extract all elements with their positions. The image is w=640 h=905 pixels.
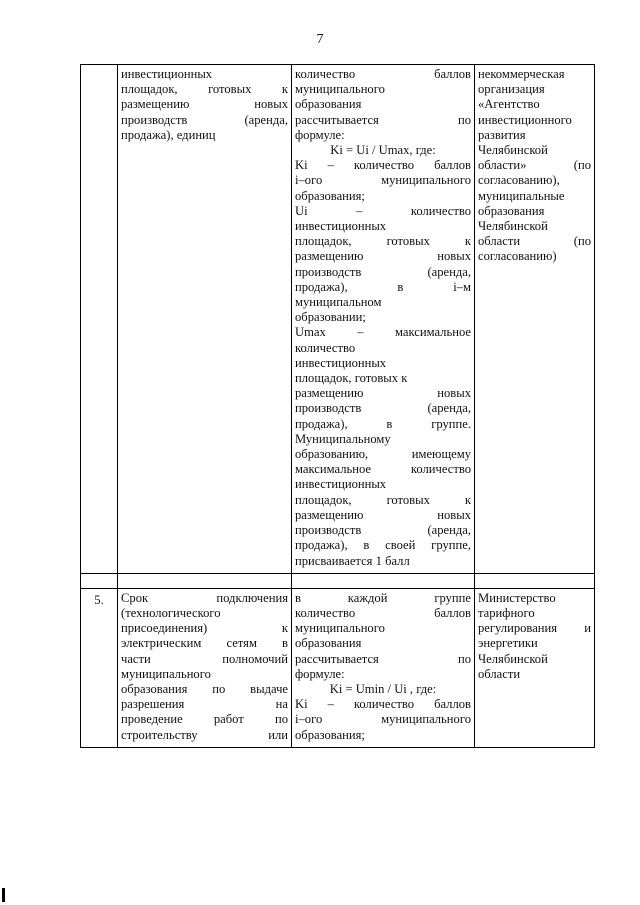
indicator-cell <box>118 65 292 574</box>
cell-text-line: i–ого муниципального <box>295 712 471 727</box>
cell-text-line: муниципальные <box>478 188 565 203</box>
method-cell <box>292 65 475 574</box>
cell-text-line: производств (аренда, <box>295 523 471 538</box>
cell-text-line: электрическим сетям в <box>121 636 288 651</box>
cell-text-line: области (по <box>478 234 591 249</box>
cell-text-line: Челябинской <box>478 143 548 158</box>
cell-text-line: образования; <box>295 727 365 742</box>
scan-mark <box>2 888 5 902</box>
cell-text-line: организация <box>478 82 545 97</box>
cell-text-line: максимальное количество <box>295 462 471 477</box>
cell-text-line: количество баллов <box>295 67 471 81</box>
cell-text-line: производств (аренда, <box>121 112 288 127</box>
cell-text-line: некоммерческая <box>478 67 565 81</box>
cell-text-line: производств (аренда, <box>295 264 471 279</box>
cell-text-line: Челябинской <box>478 651 548 666</box>
cell-text-line: формуле: <box>295 666 345 681</box>
cell-text-line: энергетики <box>478 636 538 651</box>
cell-text-line: в каждой группе <box>295 590 471 605</box>
cell-text-line: образованию, имеющему <box>295 447 471 462</box>
cell-text-line: части полномочий <box>121 651 288 666</box>
cell-text-line: Ki – количество баллов <box>295 158 471 173</box>
cell-text-line: продажа), единиц <box>121 127 216 142</box>
cell-text-line: образовании; <box>295 310 366 325</box>
cell-text-line: Срок подключения <box>121 590 288 605</box>
cell-text-line: размещению новых <box>295 249 471 264</box>
cell-text-line: размещению новых <box>295 386 471 401</box>
cell-text-line: образования по выдаче <box>121 681 288 696</box>
cell-text-line: количество баллов <box>295 605 471 620</box>
criteria-table <box>80 64 595 748</box>
cell-text-line: регулирования и <box>478 621 591 636</box>
cell-text-line: рассчитывается по <box>295 112 471 127</box>
method-cell <box>292 588 475 747</box>
cell-text-line: тарифного <box>478 605 535 620</box>
cell-text-line: производств (аренда, <box>295 401 471 416</box>
cell-text-line: муниципального <box>295 621 385 636</box>
cell-text-line: площадок, готовых к <box>121 82 288 97</box>
cell-text-line: образования; <box>295 188 365 203</box>
cell-text-line: количество <box>295 340 356 355</box>
cell-text-line: (технологического <box>121 605 221 620</box>
cell-text-line: согласованию), <box>478 173 560 188</box>
cell-text-line: образования <box>295 97 362 112</box>
responsible-cell <box>475 588 595 747</box>
cell-text-line: области <box>478 666 521 681</box>
cell-text-line: развития <box>478 127 526 142</box>
table-spacer-row <box>81 573 595 588</box>
cell-text-line: рассчитывается по <box>295 651 471 666</box>
cell-text-line: проведение работ по <box>121 712 288 727</box>
cell-text-line: разрешения на <box>121 697 288 712</box>
responsible-cell <box>475 65 595 574</box>
row-number-cell: 5. <box>81 588 118 747</box>
cell-text-line: площадок, готовых к <box>295 492 471 507</box>
cell-text-line: продажа), в своей группе, <box>295 538 471 553</box>
cell-text-line: формуле: <box>295 127 345 142</box>
cell-text-line: Ui – количество <box>295 203 471 218</box>
cell-text-line: площадок, готовых к <box>295 234 471 249</box>
cell-text-line: инвестиционных <box>295 219 387 234</box>
cell-text-line: образования <box>478 203 545 218</box>
cell-text-line: Челябинской <box>478 219 548 234</box>
cell-text-line: муниципального <box>121 666 211 681</box>
cell-text-line: Ki = Umin / Ui , где: <box>329 681 437 696</box>
cell-text-line: Министерство <box>478 590 556 605</box>
cell-text-line: инвестиционных <box>121 67 213 81</box>
cell-text-line: Муниципальному <box>295 431 391 446</box>
cell-text-line: инвестиционных <box>295 477 387 492</box>
table-row <box>81 588 595 747</box>
cell-text-line: размещению новых <box>121 97 288 112</box>
cell-text-line: инвестиционных <box>295 355 387 370</box>
cell-text-line: муниципального <box>295 82 385 97</box>
cell-text-line: строительству или <box>121 727 288 742</box>
cell-text-line: Umax – максимальное <box>295 325 471 340</box>
cell-text-line: присваивается 1 балл <box>295 553 410 568</box>
cell-text-line: согласованию) <box>478 249 557 264</box>
cell-text-line: образования <box>295 636 362 651</box>
cell-text-line: инвестиционного <box>478 112 572 127</box>
cell-text-line: муниципальном <box>295 295 382 310</box>
cell-text-line: Ki = Ui / Umax, где: <box>330 143 436 158</box>
cell-text-line: области» (по <box>478 158 591 173</box>
table-row <box>81 65 595 574</box>
cell-text-line: площадок, готовых к <box>295 371 408 386</box>
indicator-cell <box>118 588 292 747</box>
cell-text-line: продажа), в i–м <box>295 279 471 294</box>
cell-text-line: присоединения) к <box>121 621 288 636</box>
cell-text-line: размещению новых <box>295 507 471 522</box>
row-number-cell <box>81 65 118 574</box>
cell-text-line: «Агентство <box>478 97 540 112</box>
page-number: 7 <box>316 32 324 47</box>
cell-text-line: продажа), в группе. <box>295 416 471 431</box>
cell-text-line: Ki – количество баллов <box>295 697 471 712</box>
cell-text-line: i–ого муниципального <box>295 173 471 188</box>
